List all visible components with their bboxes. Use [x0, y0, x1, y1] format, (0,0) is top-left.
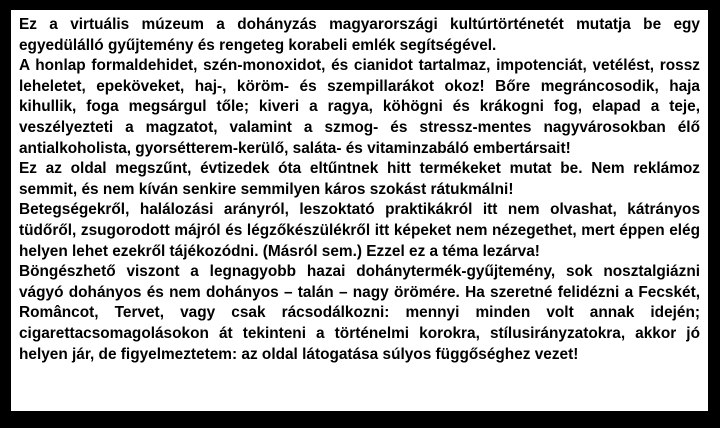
paragraph-health-topics: Betegségekről, halálozási arányról, leszoktató praktikákról itt nem olvashat, kátrányos tüdőről, zsugorodott májról és légzőkészülékről itt képeket nem nézegethet, mert éppen elég helyen lehet ezekről tájékozódni. (Másról sem.) Ezzel ez a téma lezárva!: [19, 201, 700, 260]
paragraph-site-closed: Ez az oldal megszűnt, évtizedek óta eltűntnek hitt termékeket mutat be. Nem reklámoz semmit, és nem kíván senkire semmilyen káros szokást rátukmálni!: [19, 160, 700, 198]
paragraph-intro: Ez a virtuális múzeum a dohányzás magyarországi kultúrtörténetét mutatja be egy egyedülálló gyűjtemény és rengeteg korabeli emlék segítségével.: [19, 16, 700, 54]
notice-text-block: [19, 15, 700, 365]
paragraph-warning: A honlap formaldehidet, szén-monoxidot, és cianidot tartalmaz, impotenciát, vetélést, rossz leheletet, epeköveket, haj-, köröm- és szempillarákot okoz! Bőre megráncosodik, haja kihullik, foga megsárgul tőle; kiveri a ragya, köhögni és krákogni fog, elapad a teje, veszélyezteti a magzatot, valamint a szmog- és stressz-mentes nagyvárosokban élő antialkoholista, gyorsétterem-kerülő, saláta- és vitaminzabáló embertársait!: [19, 57, 700, 157]
paragraph-collection: Böngészhető viszont a legnagyobb hazai dohánytermék-gyűjtemény, sok nosztalgiázni vágyó dohányos és nem dohányos – talán – nagy örömére. Ha szeretné felidézni a Fecskét, Româncot, Tervet, vagy csak rácsodálkozni: mennyi minden volt annak idején; cigarettacsomagolásokon át tekinteni a történelmi korokra, stílusirányzatokra, akkor jó helyen jár, de figyelmeztetem: az oldal látogatása súlyos függőséghez vezet!: [19, 263, 700, 363]
